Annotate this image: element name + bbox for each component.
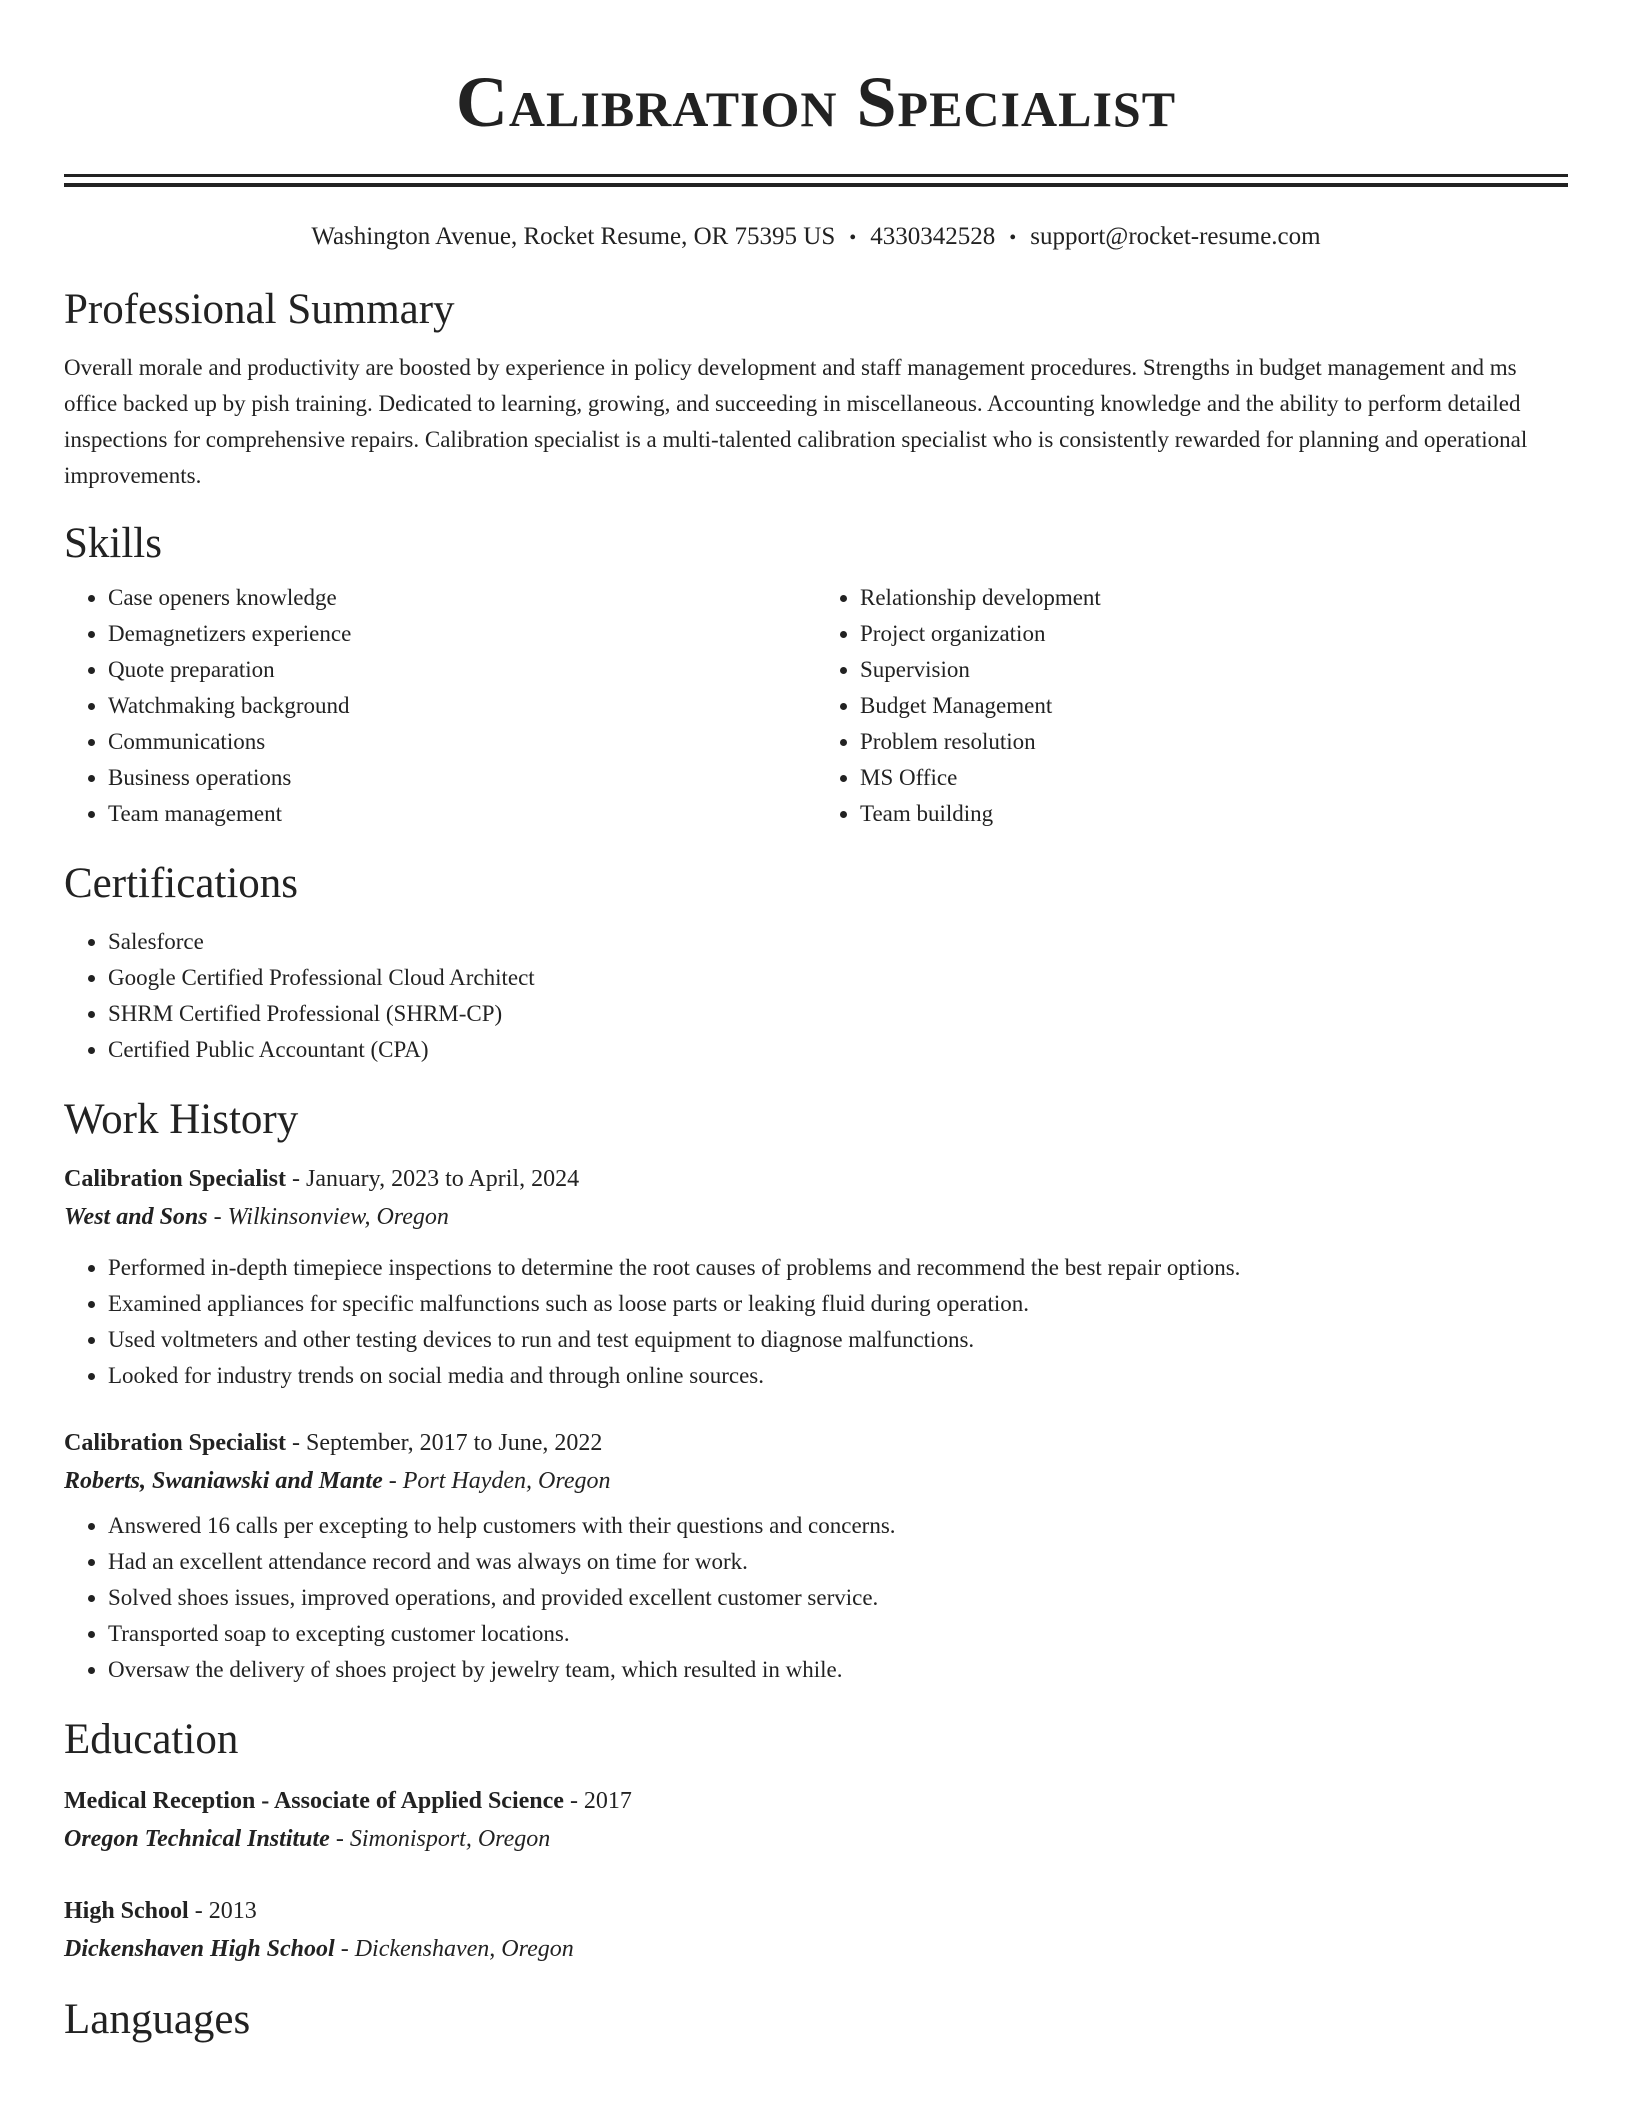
title-divider-top (64, 174, 1568, 177)
job-dates: - January, 2023 to April, 2024 (286, 1166, 580, 1192)
summary-text: Overall morale and productivity are boosted by experience in policy development and staff management procedures. Strengths in budget management and ms office backed up by pish training. Dedicated to learning, growing, and succeeding in miscellaneous. Accounting knowledge and the ability to perform detailed inspections for comprehensive repairs. Calibration specialist is a multi-talented calibration specialist who is consistently rewarded for planning and operational improvements. (64, 355, 1528, 488)
education-school-line (64, 1930, 1568, 1968)
skill-item: • Supervision (860, 652, 1568, 688)
contact-email: support@rocket-resume.com (1030, 223, 1321, 250)
job-duty-item: • Looked for industry trends on social media and through online sources. (108, 1358, 1568, 1394)
section-heading-work-history: Work History (64, 1096, 299, 1143)
education-school: Oregon Technical Institute (64, 1826, 330, 1852)
job-duty-item: • Transported soap to excepting customer locations. (108, 1616, 1568, 1652)
job-dates: - September, 2017 to June, 2022 (286, 1430, 603, 1456)
job-location: - Wilkinsonview, Oregon (207, 1204, 449, 1230)
certification-item: • Salesforce (108, 924, 1568, 960)
job-entry (64, 1160, 1568, 1394)
job-duty-item: • Had an excellent attendance record and was always on time for work. (108, 1544, 1568, 1580)
skill-item: • Team building (860, 796, 1568, 832)
job-company-line (64, 1462, 1568, 1500)
education-school: Dickenshaven High School (64, 1936, 335, 1962)
section-heading-languages: Languages (64, 1996, 251, 2043)
contact-address: Washington Avenue, Rocket Resume, OR 75395 US (311, 223, 836, 250)
education-year: - 2017 (563, 1788, 632, 1814)
job-company: West and Sons (64, 1204, 208, 1230)
bullet-separator: • (1009, 227, 1017, 249)
job-duty-item: • Oversaw the delivery of shoes project by jewelry team, which resulted in while. (108, 1652, 1568, 1688)
education-school-line (64, 1820, 1568, 1858)
education-degree: High School (64, 1898, 189, 1924)
job-company-line (64, 1198, 1568, 1236)
education-degree-line (64, 1892, 1568, 1930)
skill-item: • Demagnetizers experience (108, 616, 816, 652)
skill-item: • MS Office (860, 760, 1568, 796)
job-duty-item: • Answered 16 calls per excepting to help customers with their questions and concerns. (108, 1508, 1568, 1544)
skill-item: • Communications (108, 724, 816, 760)
job-title-line (64, 1424, 1568, 1462)
education-degree: Medical Reception - Associate of Applied Science (64, 1788, 564, 1814)
skill-item: • Watchmaking background (108, 688, 816, 724)
skill-item: • Relationship development (860, 580, 1568, 616)
certification-item: • Google Certified Professional Cloud Architect (108, 960, 1568, 996)
job-title: Calibration Specialist (64, 1430, 287, 1456)
job-title: Calibration Specialist (64, 1166, 287, 1192)
skills-grid (64, 580, 1568, 832)
contact-phone: 4330342528 (870, 223, 996, 250)
job-title-line (64, 1160, 1568, 1198)
education-degree-line (64, 1782, 1568, 1820)
section-heading-education: Education (64, 1716, 239, 1763)
bullet-separator: • (849, 227, 857, 249)
job-duty-item: • Examined appliances for specific malfunctions such as loose parts or leaking fluid during operation. (108, 1286, 1568, 1322)
skill-item: • Team management (108, 796, 816, 832)
skill-item: • Project organization (860, 616, 1568, 652)
education-location: - Simonisport, Oregon (329, 1826, 551, 1852)
education-entry (64, 1892, 1568, 1968)
resume-title: Calibration Specialist (455, 62, 1177, 142)
section-heading-certifications: Certifications (64, 860, 299, 907)
job-duty-item: • Used voltmeters and other testing devices to run and test equipment to diagnose malfunctions. (108, 1322, 1568, 1358)
skill-item: • Problem resolution (860, 724, 1568, 760)
skills-list-right (816, 580, 1568, 832)
job-location: - Port Hayden, Oregon (382, 1468, 611, 1494)
skill-item: • Case openers knowledge (108, 580, 816, 616)
education-entry (64, 1782, 1568, 1858)
skill-item: • Business operations (108, 760, 816, 796)
skills-list-left (64, 580, 816, 832)
certification-item: • Certified Public Accountant (CPA) (108, 1032, 1568, 1068)
job-duties-list (64, 1508, 1568, 1688)
job-duty-item: • Solved shoes issues, improved operations, and provided excellent customer service. (108, 1580, 1568, 1616)
title-divider-bottom (64, 183, 1568, 187)
contact-line (64, 221, 1568, 254)
job-company: Roberts, Swaniawski and Mante (64, 1468, 383, 1494)
job-duties-list (64, 1250, 1568, 1394)
education-location: - Dickenshaven, Oregon (334, 1936, 574, 1962)
section-heading-summary: Professional Summary (64, 286, 455, 333)
job-entry (64, 1424, 1568, 1688)
job-duty-item: • Performed in-depth timepiece inspections to determine the root causes of problems and recommend the best repair options. (108, 1250, 1568, 1286)
section-heading-skills: Skills (64, 520, 162, 567)
certification-item: • SHRM Certified Professional (SHRM-CP) (108, 996, 1568, 1032)
skill-item: • Budget Management (860, 688, 1568, 724)
education-year: - 2013 (188, 1898, 257, 1924)
skill-item: • Quote preparation (108, 652, 816, 688)
certifications-list (64, 924, 1568, 1068)
